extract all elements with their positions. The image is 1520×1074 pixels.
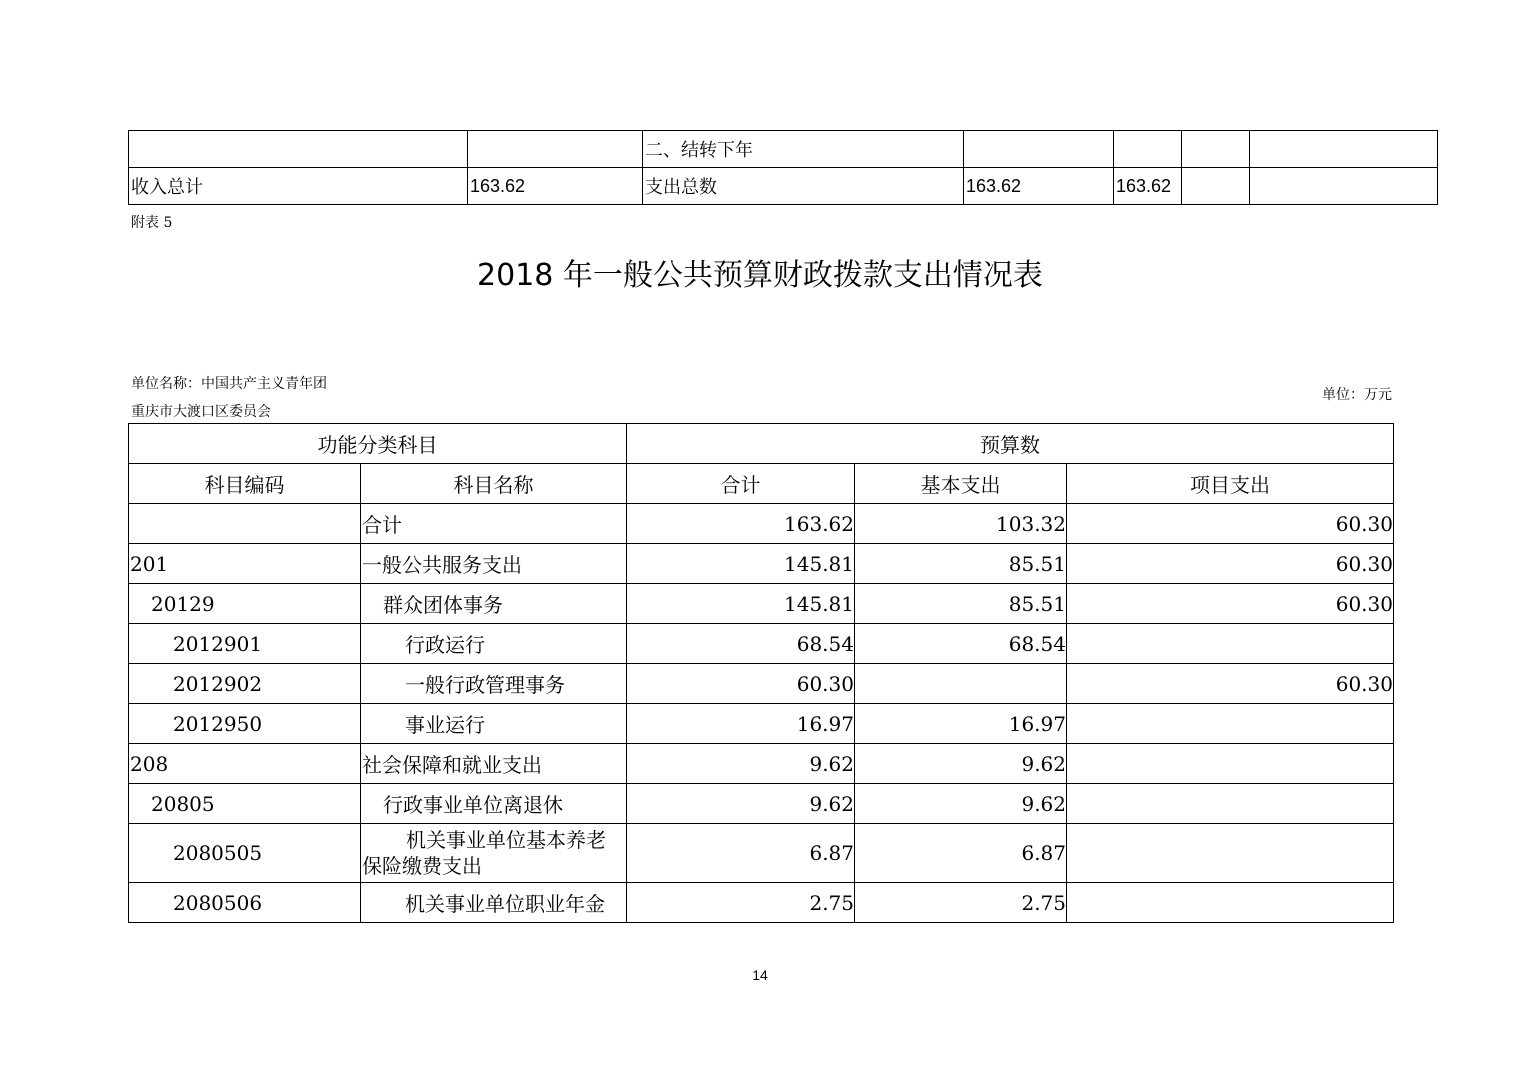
income-total-label: 收入总计: [129, 168, 468, 205]
row-code: 20129: [129, 584, 361, 624]
row-code: 20805: [129, 784, 361, 824]
row-name: 行政运行: [361, 624, 627, 664]
header-row: [129, 424, 1394, 464]
row-name: 一般行政管理事务: [361, 664, 627, 704]
row-project: [1067, 883, 1394, 923]
row-project: [1067, 624, 1394, 664]
row-code: 2080506: [129, 883, 361, 923]
row-name-line-1: 机关事业单位基本养老: [406, 828, 606, 852]
row-project: 60.30: [1067, 584, 1394, 624]
row-basic: 9.62: [855, 784, 1067, 824]
page-number: 14: [752, 967, 768, 983]
unit-name-line-1: 单位名称：中国共产主义青年团: [131, 376, 327, 392]
table-row: [129, 883, 1394, 923]
row-name: 社会保障和就业支出: [361, 744, 627, 784]
row-project: [1067, 784, 1394, 824]
expense-total-value: 163.62: [964, 168, 1114, 205]
cell: [129, 131, 468, 168]
row-basic: 68.54: [855, 624, 1067, 664]
row-basic: 16.97: [855, 704, 1067, 744]
row-project: [1067, 704, 1394, 744]
row-name: 一般公共服务支出: [361, 544, 627, 584]
budget-table: [128, 423, 1394, 923]
header-functional-category: 功能分类科目: [129, 424, 627, 464]
row-name: 行政事业单位离退休: [361, 784, 627, 824]
row-project: [1067, 824, 1394, 883]
table-row: [129, 504, 1394, 544]
header-name: 科目名称: [361, 464, 627, 504]
row-code: 2012950: [129, 704, 361, 744]
table-row: [129, 624, 1394, 664]
row-basic: 6.87: [855, 824, 1067, 883]
table-row: [129, 824, 1394, 883]
header-project: 项目支出: [1067, 464, 1394, 504]
row-code: [129, 504, 361, 544]
unit-name: [131, 370, 327, 426]
row-total: 163.62: [627, 504, 855, 544]
table-row: [129, 131, 1438, 168]
row-total: 68.54: [627, 624, 855, 664]
row-name: 事业运行: [361, 704, 627, 744]
cell: [468, 131, 643, 168]
row-basic: 2.75: [855, 883, 1067, 923]
header-code: 科目编码: [129, 464, 361, 504]
row-code: 201: [129, 544, 361, 584]
row-total: 60.30: [627, 664, 855, 704]
row-total: 16.97: [627, 704, 855, 744]
table-row: [129, 168, 1438, 205]
cell: [1182, 131, 1250, 168]
unit-label: 单位：万元: [1322, 387, 1392, 403]
table-row: [129, 664, 1394, 704]
carryover-label: 二、结转下年: [643, 131, 964, 168]
row-total: 145.81: [627, 584, 855, 624]
income-total-value: 163.62: [468, 168, 643, 205]
header-budget: 预算数: [627, 424, 1394, 464]
row-project: 60.30: [1067, 504, 1394, 544]
header-row: [129, 464, 1394, 504]
cell: [1250, 131, 1438, 168]
row-basic: 9.62: [855, 744, 1067, 784]
row-project: 60.30: [1067, 664, 1394, 704]
table-row: [129, 584, 1394, 624]
unit-name-line-2: 重庆市大渡口区委员会: [131, 404, 271, 420]
row-basic: [855, 664, 1067, 704]
row-project: [1067, 744, 1394, 784]
cell: [1114, 131, 1182, 168]
header-total: 合计: [627, 464, 855, 504]
row-total: 9.62: [627, 744, 855, 784]
table-row: [129, 744, 1394, 784]
header-basic: 基本支出: [855, 464, 1067, 504]
appendix-label: 附表 5: [131, 215, 173, 231]
row-code: 208: [129, 744, 361, 784]
row-basic: 85.51: [855, 584, 1067, 624]
carryover-table: [128, 130, 1438, 205]
row-name: 群众团体事务: [361, 584, 627, 624]
row-code: 2080505: [129, 824, 361, 883]
row-code: 2012901: [129, 624, 361, 664]
cell: [1250, 168, 1438, 205]
row-project: 60.30: [1067, 544, 1394, 584]
row-total: 6.87: [627, 824, 855, 883]
row-basic: 85.51: [855, 544, 1067, 584]
row-name: 合计: [361, 504, 627, 544]
page-title: 2018 年一般公共预算财政拨款支出情况表: [477, 258, 1043, 293]
table-row: [129, 704, 1394, 744]
expense-total-value-2: 163.62: [1114, 168, 1182, 205]
expense-total-label: 支出总数: [643, 168, 964, 205]
table-row: [129, 544, 1394, 584]
row-total: 2.75: [627, 883, 855, 923]
row-total: 145.81: [627, 544, 855, 584]
table-row: [129, 784, 1394, 824]
row-total: 9.62: [627, 784, 855, 824]
cell: [1182, 168, 1250, 205]
row-basic: 103.32: [855, 504, 1067, 544]
row-name-line-2: 保险缴费支出: [362, 854, 482, 878]
row-name: [361, 824, 627, 883]
cell: [964, 131, 1114, 168]
row-name: 机关事业单位职业年金: [361, 883, 627, 923]
row-code: 2012902: [129, 664, 361, 704]
